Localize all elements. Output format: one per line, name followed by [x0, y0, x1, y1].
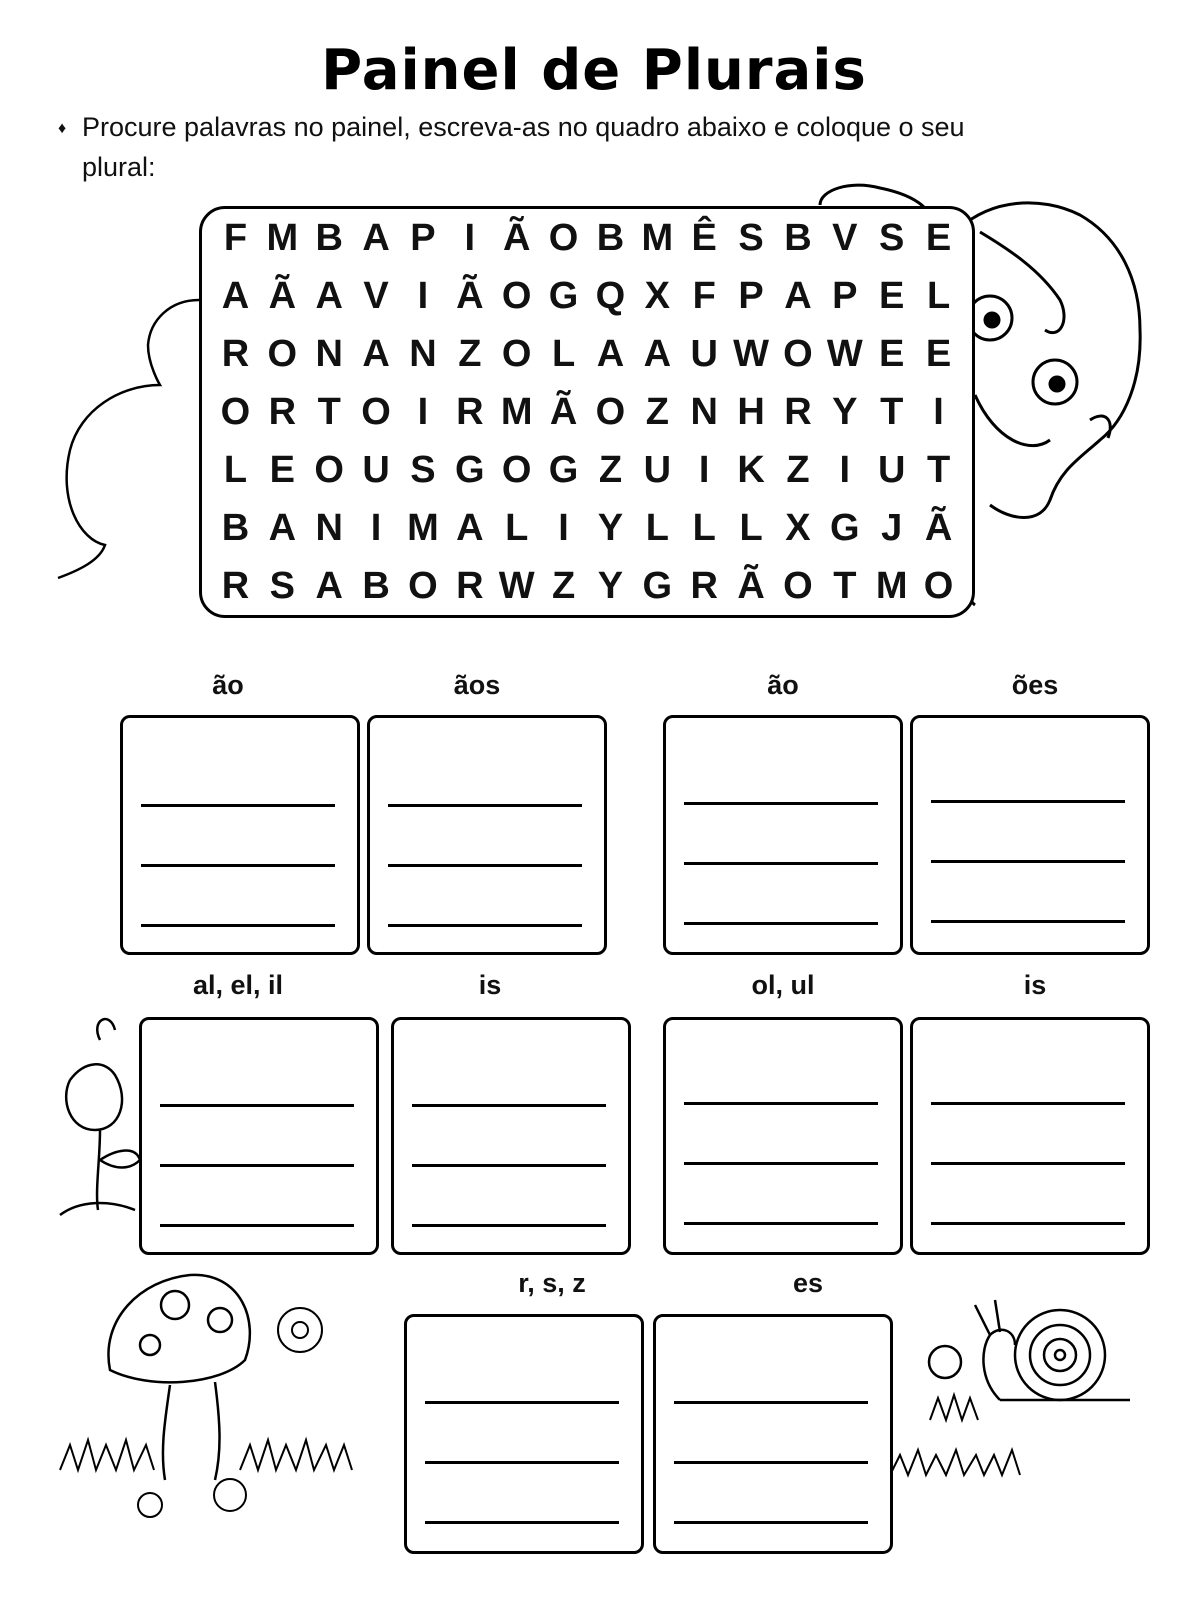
grid-letter: A — [643, 332, 672, 375]
grid-letter: I — [698, 448, 710, 491]
answer-box-singular[interactable] — [663, 715, 903, 955]
grid-letter: V — [832, 216, 858, 259]
grid-letter: Z — [786, 448, 810, 491]
answer-line[interactable] — [684, 1222, 878, 1225]
grid-letter: O — [595, 390, 626, 433]
grid-letter: R — [690, 564, 718, 607]
word-search-grid — [199, 206, 975, 618]
grid-letter: G — [548, 274, 579, 317]
grid-letter: I — [417, 274, 429, 317]
grid-letter: E — [879, 332, 905, 375]
grid-letter: I — [558, 506, 569, 549]
grid-letter: L — [645, 506, 669, 549]
grid-letter: S — [410, 448, 436, 491]
grid-letter: E — [269, 448, 295, 491]
grid-letter: Z — [598, 448, 623, 491]
grid-letter: Ã — [456, 274, 484, 317]
grid-letter: G — [548, 448, 579, 491]
grid-letter: M — [641, 216, 674, 259]
grid-letter: P — [738, 274, 764, 317]
answer-line[interactable] — [425, 1461, 619, 1464]
answer-line[interactable] — [412, 1164, 606, 1167]
grid-letter: M — [407, 506, 439, 549]
grid-row — [202, 383, 972, 441]
grid-letter: Y — [832, 390, 858, 433]
answer-box-singular[interactable] — [404, 1314, 644, 1554]
grid-letter: U — [877, 448, 906, 491]
grid-letter: A — [362, 332, 390, 375]
grid-letter: A — [596, 332, 625, 375]
grid-letter: O — [361, 390, 391, 433]
answer-line[interactable] — [931, 1162, 1125, 1165]
grid-letter: L — [739, 506, 763, 549]
grid-letter: I — [417, 390, 429, 433]
answer-line[interactable] — [160, 1104, 354, 1107]
page-title: Painel de Plurais — [321, 38, 867, 103]
answer-line[interactable] — [425, 1521, 619, 1524]
grid-letter: W — [733, 332, 769, 375]
answer-line[interactable] — [425, 1401, 619, 1404]
grid-letter: J — [881, 506, 903, 549]
grid-letter: B — [315, 216, 343, 259]
answer-line[interactable] — [684, 922, 878, 925]
grid-letter: O — [220, 390, 251, 433]
answer-line[interactable] — [388, 804, 582, 807]
grid-letter: I — [839, 448, 851, 491]
grid-letter: Ã — [268, 274, 297, 317]
grid-letter: B — [596, 216, 625, 259]
grid-letter: U — [643, 448, 672, 491]
answer-box-singular[interactable] — [663, 1017, 903, 1255]
grid-letter: Ã — [924, 506, 953, 549]
grid-letter: F — [223, 216, 248, 259]
grid-letter: B — [784, 216, 812, 259]
grid-letter: L — [551, 332, 576, 375]
grid-letter: I — [933, 390, 944, 433]
grid-letter: F — [692, 274, 716, 317]
grid-letter: Ã — [737, 564, 765, 607]
instruction-line-2: plural: — [82, 151, 156, 182]
grid-letter: O — [501, 332, 532, 375]
answer-line[interactable] — [160, 1224, 354, 1227]
grid-letter: K — [737, 448, 765, 491]
answer-line[interactable] — [388, 924, 582, 927]
grid-letter: W — [826, 332, 863, 375]
grid-letter: X — [644, 274, 670, 317]
grid-letter: O — [783, 332, 813, 375]
answer-box-plural[interactable] — [910, 1017, 1150, 1255]
answer-line[interactable] — [141, 924, 335, 927]
grid-letter: A — [315, 564, 343, 607]
answer-line[interactable] — [684, 862, 878, 865]
answer-line[interactable] — [684, 802, 878, 805]
group-label-singular: r, s, z — [518, 1268, 586, 1298]
answer-box-plural[interactable] — [391, 1017, 631, 1255]
grid-letter: N — [315, 506, 343, 549]
group-label-singular: ol, ul — [751, 970, 815, 1000]
answer-box-plural[interactable] — [367, 715, 607, 955]
grid-letter: M — [875, 564, 908, 607]
grid-letter: O — [501, 274, 532, 317]
grid-letter: M — [266, 216, 299, 259]
instruction-line-1: Procure palavras no painel, escreva-as no quadro abaixo e coloque o seu — [82, 112, 965, 142]
grid-letter: R — [784, 390, 812, 433]
grid-letter: T — [880, 390, 904, 433]
grid-letter: P — [832, 274, 858, 317]
answer-line[interactable] — [931, 800, 1125, 803]
grid-letter: Ã — [502, 216, 531, 259]
answer-box-plural[interactable] — [653, 1314, 893, 1554]
grid-letter: U — [690, 332, 718, 375]
group-label-plural: is — [1023, 970, 1047, 1000]
mushroom-icon — [108, 1275, 249, 1480]
grid-letter: X — [785, 506, 811, 549]
answer-line[interactable] — [412, 1104, 606, 1107]
grid-letter: R — [221, 564, 250, 607]
answer-box-plural[interactable] — [910, 715, 1150, 955]
grid-letter: L — [926, 274, 951, 317]
grid-letter: B — [362, 564, 390, 607]
bullet-icon: ♦ — [58, 119, 67, 137]
grid-letter: T — [317, 390, 341, 433]
answer-line[interactable] — [674, 1401, 868, 1404]
grid-letter: Ã — [549, 390, 578, 433]
grid-letter: N — [409, 332, 437, 375]
grid-letter: O — [408, 564, 438, 607]
group-label-plural: ões — [1011, 670, 1059, 700]
grid-letter: T — [926, 448, 951, 491]
grid-letter: A — [221, 274, 250, 317]
grid-letter: Q — [595, 274, 626, 317]
grid-letter: G — [455, 448, 485, 491]
grid-row — [202, 267, 972, 325]
grid-row — [202, 557, 972, 615]
grid-row — [202, 499, 972, 557]
grid-letter: M — [500, 390, 533, 433]
grid-letter: G — [830, 506, 860, 549]
answer-line[interactable] — [684, 1162, 878, 1165]
grid-letter: O — [923, 564, 954, 607]
grid-letter: R — [456, 390, 484, 433]
grid-letter: I — [370, 506, 382, 549]
grid-letter: A — [315, 274, 343, 317]
grid-letter: N — [690, 390, 718, 433]
answer-line[interactable] — [141, 864, 335, 867]
group-label-plural: ãos — [453, 670, 501, 700]
grid-letter: P — [410, 216, 436, 259]
answer-line[interactable] — [388, 864, 582, 867]
grid-letter: E — [879, 274, 905, 317]
answer-line[interactable] — [674, 1521, 868, 1524]
answer-box-singular[interactable] — [139, 1017, 379, 1255]
group-label-plural: is — [478, 970, 502, 1000]
snail-icon — [929, 1300, 1130, 1400]
grid-letter: L — [692, 506, 716, 549]
answer-line[interactable] — [931, 920, 1125, 923]
answer-box-singular[interactable] — [120, 715, 360, 955]
answer-line[interactable] — [674, 1461, 868, 1464]
grid-letter: A — [456, 506, 484, 549]
grid-letter: W — [498, 564, 535, 607]
grid-letter: B — [221, 506, 250, 549]
grid-letter: O — [783, 564, 813, 607]
grid-letter: S — [269, 564, 295, 607]
group-label-plural: es — [792, 1268, 824, 1298]
answer-line[interactable] — [684, 1102, 878, 1105]
grid-row — [202, 209, 972, 267]
group-label-singular: ão — [212, 670, 244, 700]
grid-letter: N — [315, 332, 343, 375]
grid-letter: L — [223, 448, 248, 491]
grid-letter: I — [464, 216, 476, 259]
answer-line[interactable] — [160, 1164, 354, 1167]
answer-line[interactable] — [931, 1102, 1125, 1105]
grid-row — [202, 441, 972, 499]
answer-line[interactable] — [412, 1224, 606, 1227]
grid-letter: Y — [597, 564, 624, 607]
group-label-singular: al, el, il — [192, 970, 284, 1000]
grid-letter: Y — [597, 506, 624, 549]
grid-letter: O — [501, 448, 532, 491]
grid-letter: O — [548, 216, 579, 259]
flower-icon — [60, 1019, 140, 1215]
answer-line[interactable] — [141, 804, 335, 807]
grid-letter: V — [363, 274, 389, 317]
grid-letter: R — [268, 390, 297, 433]
group-label-singular: ão — [767, 670, 799, 700]
grid-letter: A — [784, 274, 812, 317]
grid-letter: G — [642, 564, 673, 607]
grid-letter: U — [362, 448, 390, 491]
grid-letter: Z — [645, 390, 669, 433]
grid-letter: R — [221, 332, 250, 375]
grid-letter: Z — [551, 564, 576, 607]
grid-letter: R — [456, 564, 484, 607]
grid-letter: O — [314, 448, 344, 491]
grid-letter: E — [925, 216, 952, 259]
grid-letter: A — [362, 216, 390, 259]
grid-letter: H — [737, 390, 765, 433]
grid-letter: S — [738, 216, 764, 259]
grid-letter: L — [505, 506, 529, 549]
grid-letter: T — [833, 564, 857, 607]
grid-letter: Z — [458, 332, 482, 375]
grid-letter: Ê — [691, 216, 717, 259]
grid-row — [202, 325, 972, 383]
grid-letter: O — [267, 332, 298, 375]
answer-line[interactable] — [931, 860, 1125, 863]
grid-letter: A — [268, 506, 297, 549]
grid-letter: S — [879, 216, 905, 259]
cloud-icon — [58, 300, 199, 578]
answer-line[interactable] — [931, 1222, 1125, 1225]
grid-letter: E — [925, 332, 952, 375]
